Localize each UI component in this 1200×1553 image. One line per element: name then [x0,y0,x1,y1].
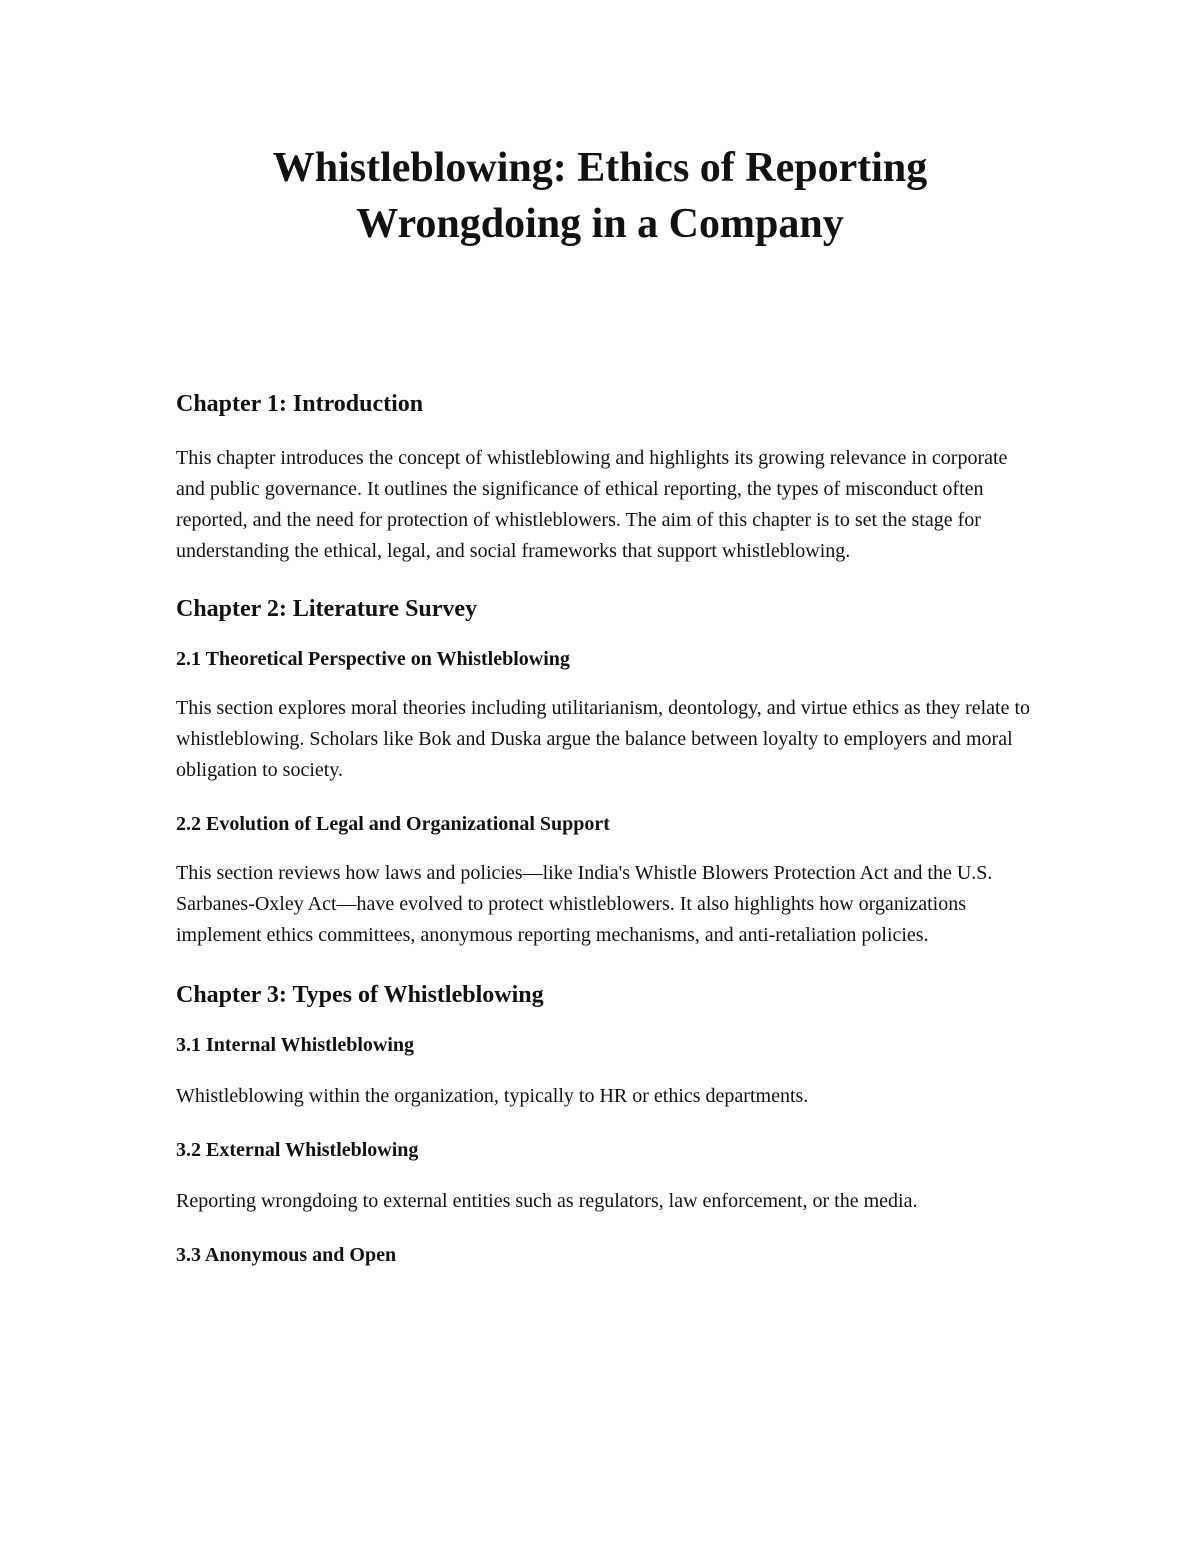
chapter-1-heading: Chapter 1: Introduction [176,391,424,417]
section-3-3-heading: 3.3 Anonymous and Open [176,1244,397,1266]
section-3-2-heading: 3.2 External Whistleblowing [176,1139,419,1161]
chapter-1-paragraph: This chapter introduces the concept of whistleblowing and highlights its growing relevance in corporate and public governance. It outlines the significance of ethical reporting, the types of misconduct often reported, and the need for protection of whistleblowers. The aim of this chapter is to set the stage for understanding the ethical, legal, and social frameworks that support whistleblowing. [176,447,1008,562]
title-line-2: Wrongdoing in a Company [356,201,844,247]
chapter-3-heading: Chapter 3: Types of Whistleblowing [176,982,544,1008]
document-body [176,388,1036,1269]
section-2-1-paragraph: This section explores moral theories including utilitarianism, deontology, and virtue ethics as they relate to whistleblowing. Scholars like Bok and Duska argue the balance between loyalty to employers and moral obligation to society. [176,697,1031,781]
section-3-1-heading: 3.1 Internal Whistleblowing [176,1034,414,1056]
section-2-1-heading: 2.1 Theoretical Perspective on Whistleblowing [176,648,570,670]
section-2-2-paragraph: This section reviews how laws and policies—like India's Whistle Blowers Protection Act and the U.S. Sarbanes-Oxley Act—have evolved to protect whistleblowers. It also highlights how organizations implement ethics committees, anonymous reporting mechanisms, and anti-retaliation policies. [176,862,993,946]
section-3-2-paragraph: Reporting wrongdoing to external entities such as regulators, law enforcement, or the media. [176,1190,918,1212]
document-title [100,140,1100,252]
section-3-1-paragraph: Whistleblowing within the organization, typically to HR or ethics departments. [176,1085,809,1107]
section-2-2-heading: 2.2 Evolution of Legal and Organizational Support [176,813,610,835]
title-line-1: Whistleblowing: Ethics of Reporting [272,145,928,191]
chapter-2-heading: Chapter 2: Literature Survey [176,596,478,622]
